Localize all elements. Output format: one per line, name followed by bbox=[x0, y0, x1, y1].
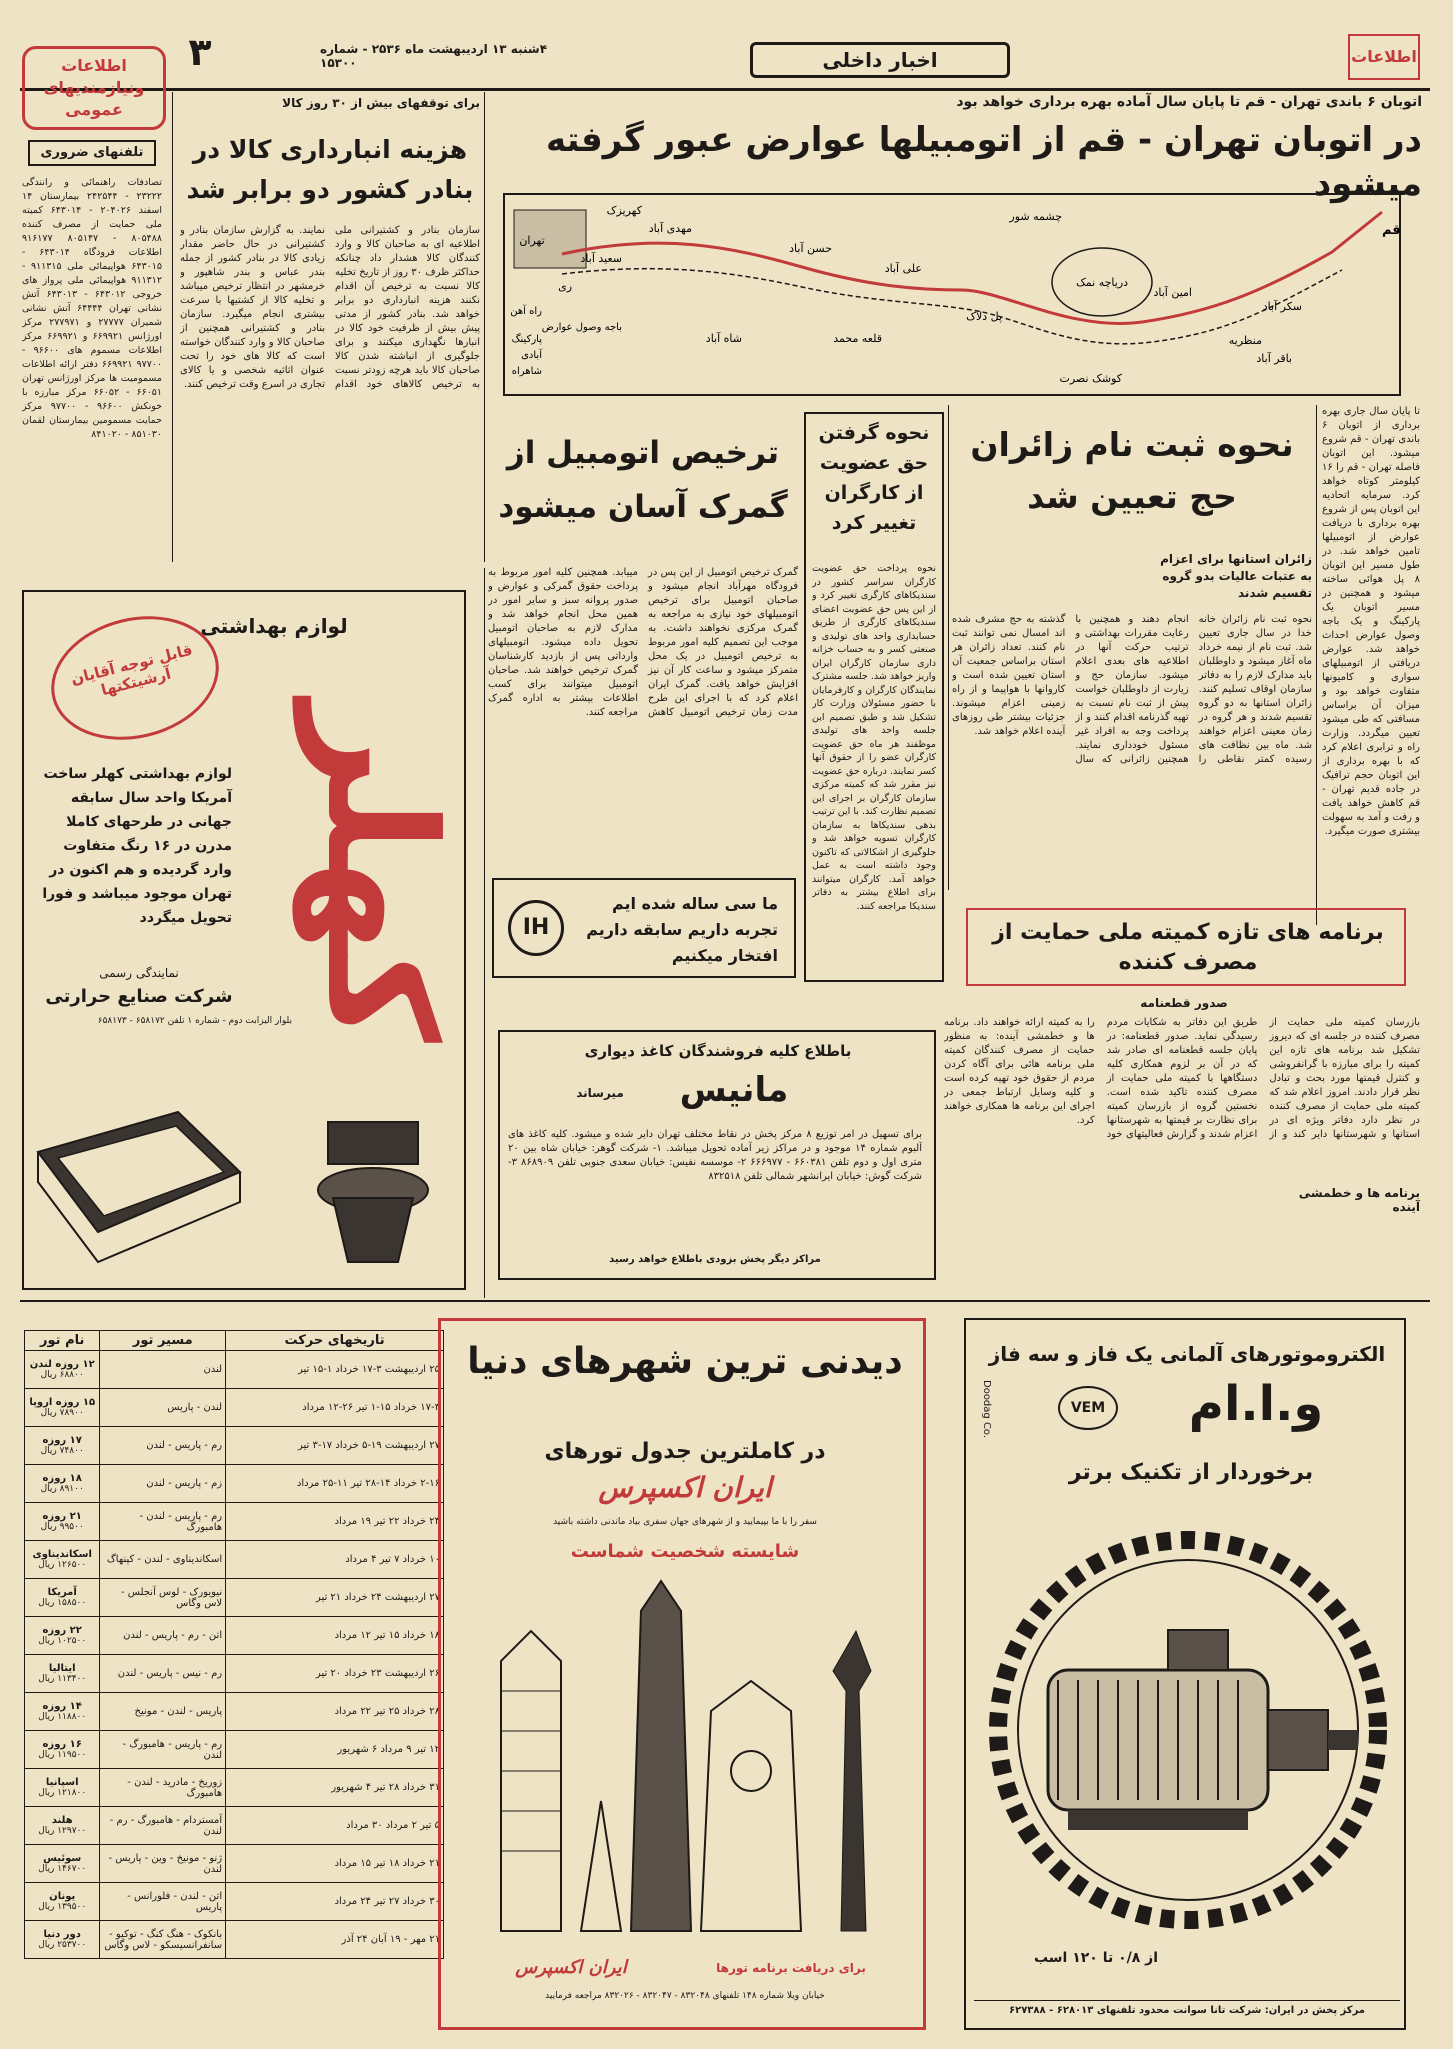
table-row bbox=[25, 1541, 444, 1579]
tour-dates: ۳۰ خرداد ۲۷ تیر ۲۴ مرداد bbox=[226, 1883, 444, 1921]
table-row bbox=[25, 1579, 444, 1617]
tour-name-cell bbox=[25, 1427, 100, 1465]
table-row bbox=[25, 1883, 444, 1921]
hajj-body: نحوه ثبت نام زائران خانه خدا در سال جاری تعیین شد. ثبت نام از نیمه خرداد ماه آغاز میشود و داوطلبان باید مدارک لازم را به دفاتر سازمان اوقاف تسلیم کنند. زائران استانها به دو گروه تقسیم شدند و هر گروه در زمان معینی اعزام خواهند شد. ماه بین نظافت های رسیده کمتر نقاطی را انجام دهند و همچنین با رعایت مقررات بهداشتی و ترتیب حرکت آنها در اطلاعیه های بعدی اعلام میشود. سازمان حج و زیارت از داوطلبان خواست پیش از ثبت نام نسبت به تهیه گذرنامه اقدام کنند و از پرداخت وجه به افراد غیر مسئول خودداری نمایند. همچنین زائرانی که سال گذشته به حج مشرف شده اند امسال نمی توانند ثبت نام کنند. تعداد زائران هر استان براساس جمعیت آن استان تعیین شده است و کاروانها با هواپیما و از راه زمینی اعزام میشوند. جزئیات بیشتر طی روزهای آینده اعلام خواهد شد. bbox=[952, 614, 1312, 765]
tour-name-cell bbox=[25, 1655, 100, 1693]
consumer-sub-b: برنامه ها و خطمشی آینده bbox=[1298, 1186, 1420, 1214]
ie-small: سفر را با ما بپیمایید و از شهرهای جهان سفری بیاد ماندنی داشته باشید bbox=[553, 1517, 817, 1527]
kahler-top: لوازم بهداشتی bbox=[200, 614, 348, 638]
map-label: پل دلاک bbox=[966, 310, 1002, 323]
tour-name: ۱۵ روزه اروپا bbox=[29, 1397, 96, 1408]
tour-dates: ۲۶ اردیبهشت ۲۳ خرداد ۲۰ تیر bbox=[226, 1655, 444, 1693]
tour-dates: ۵ تیر ۲ مرداد ۳۰ مرداد bbox=[226, 1807, 444, 1845]
ie-address: خیابان ویلا شماره ۱۴۸ تلفنهای ۸۳۲۰۴۸ - ۸۳۲۰۴۷ - ۸۳۲۰۲۶ مراجعه فرمایید bbox=[545, 1991, 825, 2001]
map-label: کوشک نصرت bbox=[1059, 372, 1122, 385]
tour-name: ۲۲ روزه bbox=[42, 1625, 82, 1636]
tour-name: اسپانیا bbox=[45, 1777, 79, 1788]
manis-footer: مراکز دیگر پخش بزودی باطلاع خواهد رسید bbox=[609, 1254, 821, 1265]
tour-route: نیویورک - لوس آنجلس - لاس وگاس bbox=[100, 1579, 226, 1617]
tour-route: رم - پاریس - لندن bbox=[100, 1427, 226, 1465]
vem-ad bbox=[964, 1318, 1406, 2030]
kahler-body: لوازم بهداشتی کهلر ساخت آمریکا واحد سال سابقه جهانی در طرحهای کاملا مدرن در ۱۶ رنگ متفاوت وارد گردیده و هم اکنون در تهران موجود میباشد و فورا تحویل میگردد bbox=[42, 766, 232, 926]
tour-price: ۲۵۳۷۰۰ ریال bbox=[38, 1940, 87, 1950]
manis-brand: مانیس bbox=[679, 1070, 789, 1110]
tour-route: رم - نیس - پاریس - لندن bbox=[100, 1655, 226, 1693]
phones-body: تصادفات راهنمائی و رانندگی ۲۳۲۲۲ - ۲۴۲۵۴۴ بیمارستان ۱۴ اسفند ۲۰۴۰۲۶ - ۶۴۳۰۱۴ کمیته ملی حمایت از مصرف کننده ۸۰۵۴۸۸ - ۸۰۵۱۴۷ ۹۱۶۱۷۷ اطلاعات فرودگاه ۶۴۳۰۱۴ - ۶۴۳۰۱۵ هواپیمائی ملی ۹۱۱۳۱۵ - ۹۱۱۳۱۲ هواپیمائی ملی پرواز های خروجی ۶۴۳۰۱۲ - ۶۴۳۰۱۳ آتش نشانی تهران ۶۴۴۴۴ آتش نشانی شمیران ۲۷۷۷۷ و ۲۷۷۹۷۱ مرکز اورژانس ۶۶۹۹۲۱ و ۶۶۹۹۲۱ مرکز اطلاعات مسموم های ۹۶۶۰۰ - ۹۷۷۰۰ ۶۶۹۹۲۱ دفتر ارائه اطلاعات مسمومیت ها مرکز اورژانس تهران ۶۶۰۵۱ - ۶۶۰۵۲ مرکز مبارزه با خونکش ۹۶۶۰۰ - ۹۷۷۰۰ مرکز حمایت مسمومین بیمارستان لقمان ۸۵۱۰۳۰ - ۸۴۱۰۲۰ bbox=[22, 177, 162, 440]
table-row bbox=[25, 1693, 444, 1731]
vem-footer: مرکز پخش در ایران: شرکت تانا سوانت محدود تلفنهای ۶۲۸۰۱۳ - ۶۲۷۳۸۸ bbox=[974, 2000, 1400, 2016]
map-legend-text: باجه وصول عوارض bbox=[541, 322, 622, 333]
tour-dates: ۲۱ خرداد ۱۸ تیر ۱۵ مرداد bbox=[226, 1845, 444, 1883]
kahler-ad bbox=[22, 590, 466, 1290]
table-row bbox=[25, 1921, 444, 1959]
ie-bottom-brand: ایران اکسپرس bbox=[515, 1957, 627, 1978]
storage-kicker: برای توقفهای بیش از ۳۰ روز کالا bbox=[282, 96, 480, 110]
tour-name-cell bbox=[25, 1731, 100, 1769]
tour-name-cell bbox=[25, 1465, 100, 1503]
table-row bbox=[25, 1617, 444, 1655]
tour-name-cell bbox=[25, 1921, 100, 1959]
vem-subhead: برخوردار از تکنیک برتر bbox=[1068, 1460, 1314, 1485]
tour-name-cell bbox=[25, 1541, 100, 1579]
map-label: باقر آباد bbox=[1256, 352, 1292, 365]
masthead bbox=[170, 30, 1420, 92]
map-old-road bbox=[562, 269, 1342, 344]
map-label: حسن آباد bbox=[789, 242, 832, 255]
tour-route: اتن - لندن - فلورانس - پاریس bbox=[100, 1883, 226, 1921]
tour-name: ایتالیا bbox=[48, 1663, 76, 1674]
kahler-badge: قابل توجه آقایان آرشیتکتها bbox=[38, 599, 232, 757]
vem-logo: VEM bbox=[1058, 1386, 1118, 1430]
kahler-address: بلوار الیزابت دوم - شماره ۱ تلفن ۶۵۸۱۷۲ - ۶۵۸۱۷۳ bbox=[97, 1016, 292, 1026]
tour-price: ۱۰۲۵۰۰ ریال bbox=[38, 1636, 87, 1646]
tour-name-cell bbox=[25, 1579, 100, 1617]
col-header: مسیر تور bbox=[100, 1331, 226, 1351]
tour-name-cell bbox=[25, 1769, 100, 1807]
kahler-rep-name: شرکت صنایع حرارتی bbox=[45, 986, 233, 1007]
ie-bottom-note: برای دریافت برنامه تورها bbox=[716, 1961, 866, 1975]
tour-dates: ۲-۱۶ خرداد ۱۴-۲۸ تیر ۱۱-۲۵ مرداد bbox=[226, 1465, 444, 1503]
tours-table-wrap bbox=[24, 1330, 444, 2020]
map-label: علی آباد bbox=[884, 262, 922, 275]
tour-name: هلند bbox=[51, 1815, 73, 1826]
tour-dates: ۲۱ مهر - ۱۹ آبان ۲۴ آذر bbox=[226, 1921, 444, 1959]
map-legend-text: پارکینگ bbox=[511, 334, 542, 345]
map-label: مهدی آباد bbox=[648, 222, 692, 235]
hajj-headline: نحوه ثبت نام زائران حج تعیین شد bbox=[970, 425, 1294, 516]
tour-name-cell bbox=[25, 1845, 100, 1883]
tour-price: ۶۸۸۰۰ ریال bbox=[40, 1370, 84, 1380]
section-title: اخبار داخلی bbox=[750, 42, 1010, 78]
customs-headline: ترخیص اتومبیل از گمرک آسان میشود bbox=[498, 435, 788, 525]
tour-route: زم - پاریس - لندن bbox=[100, 1465, 226, 1503]
tour-price: ۹۹۵۰۰ ریال bbox=[40, 1522, 84, 1532]
tour-name: ۱۴ روزه bbox=[42, 1701, 82, 1712]
tour-name-cell bbox=[25, 1503, 100, 1541]
ih-line3: افتخار میکنیم bbox=[671, 946, 778, 965]
tour-name: ۱۲ روزه لندن bbox=[29, 1359, 95, 1370]
tour-price: ۱۴۶۷۰۰ ریال bbox=[38, 1864, 87, 1874]
map-label: قلعه محمد bbox=[833, 332, 882, 345]
motor-illustration bbox=[988, 1520, 1388, 1940]
landmarks-illustration bbox=[461, 1571, 909, 1941]
tour-price: ۱۱۳۴۰۰ ریال bbox=[38, 1674, 87, 1684]
tour-price: ۷۴۸۰۰ ریال bbox=[40, 1446, 84, 1456]
tour-route: لندن - پاریس bbox=[100, 1389, 226, 1427]
tour-name-cell bbox=[25, 1693, 100, 1731]
tour-price: ۱۲۹۷۰۰ ریال bbox=[38, 1826, 87, 1836]
hajj-subhead: زائران استانها برای اعزام به عتبات عالیات بدو گروه تقسیم شدند bbox=[1160, 552, 1312, 600]
vem-brand: و.ا.ام bbox=[1188, 1376, 1324, 1432]
bottom-rule bbox=[20, 1300, 1430, 1302]
ih-line2: تجربه داریم سابقه داریم bbox=[586, 920, 778, 939]
col-rule-highway bbox=[1316, 405, 1317, 925]
tour-name-cell bbox=[25, 1883, 100, 1921]
tour-route: ژنو - مونیخ - وین - پاریس - لندن bbox=[100, 1845, 226, 1883]
table-row bbox=[25, 1731, 444, 1769]
tour-price: ۱۵۸۵۰۰ ریال bbox=[38, 1598, 87, 1608]
page-number: ۳ bbox=[188, 30, 212, 74]
tour-dates: ۲۷ اردیبهشت ۱۹-۵ خرداد ۱۷-۳ تیر bbox=[226, 1427, 444, 1465]
toilet-illustration bbox=[298, 1112, 448, 1272]
tour-dates: ۱۰ خرداد ۷ تیر ۴ مرداد bbox=[226, 1541, 444, 1579]
table-row bbox=[25, 1845, 444, 1883]
highway-body: تا پایان سال جاری بهره برداری از اتوبان ۶ باندی تهران - قم شروع میشود. این اتوبان فاصله تهران - قم را ۱۶ کیلومتر کوتاه خواهد کرد. سرمایه اتحادیه این اتوبان پس از شروع بهره برداری با دریافت عوارض از اتومبیلها تامین خواهد شد. در طول مسیر این اتوبان ۸ پل هوائی ساخته میشود و همچنین در مسیر اتوبان یک پارکینگ و یک باجه وصول عوارض احداث خواهد شد. عوارض دریافتی از اتومبیلهای سواری و کامیونها متفاوت خواهد بود و میزان آن براساس مسافتی که طی میشود تعیین میگردد. وزارت راه و ترابری اعلام کرد که با بهره برداری از این اتوبان حجم ترافیک در جاده قدیم تهران - قم کاهش خواهد یافت و رفت و آمد به سهولت بیشتری صورت میگیرد. bbox=[1322, 406, 1420, 837]
iranexpress-ad bbox=[438, 1318, 926, 2030]
consumer-sub-a: صدور قطعنامه bbox=[1140, 996, 1228, 1010]
map-legend-text: راه آهن bbox=[510, 306, 542, 317]
tour-name: آمریکا bbox=[47, 1587, 77, 1598]
tour-name: اسکاندیناوی bbox=[32, 1549, 92, 1560]
tour-route: آمستردام - هامبورگ - رم - لندن bbox=[100, 1807, 226, 1845]
tour-route: اتن - رم - پاریس - لندن bbox=[100, 1617, 226, 1655]
consumer-headline-box bbox=[966, 908, 1406, 986]
table-row bbox=[25, 1351, 444, 1389]
ih-ad bbox=[492, 878, 796, 978]
map-label: تهران bbox=[519, 234, 545, 247]
tour-name: ۱۷ روزه bbox=[42, 1435, 82, 1446]
ie-headline: دیدنی ترین شهرهای دنیا bbox=[467, 1341, 903, 1382]
tour-dates: ۲۷ اردیبهشت ۲۴ خرداد ۲۱ تیر bbox=[226, 1579, 444, 1617]
table-row bbox=[25, 1503, 444, 1541]
membership-article bbox=[804, 412, 944, 982]
masthead-rule bbox=[20, 88, 1430, 91]
ih-logo: IH bbox=[508, 900, 564, 956]
ie-tagline: شایسته شخصیت شماست bbox=[570, 1541, 800, 1562]
table-row bbox=[25, 1807, 444, 1845]
table-row bbox=[25, 1389, 444, 1427]
tour-dates: ۱۷-۳ خرداد ۱۵-۱ تیر ۲۶-۱۲ مرداد bbox=[226, 1389, 444, 1427]
manis-verb: میرساند bbox=[576, 1086, 624, 1100]
vem-vertical: Doodag Co. bbox=[981, 1380, 992, 1439]
classifieds-logo: اطلاعات ونیازمندیهای عمومی bbox=[22, 46, 166, 130]
tour-price: ۱۲۱۸۰۰ ریال bbox=[38, 1788, 87, 1798]
col-rule-left bbox=[172, 92, 173, 562]
map-label: سعید آباد bbox=[580, 252, 622, 265]
date-line: ۴شنبه ۱۳ اردیبهشت ماه ۲۵۳۶ - شماره ۱۵۳۰۰ bbox=[320, 42, 548, 70]
phones-panel bbox=[22, 140, 162, 560]
membership-headline: نحوه گرفتن حق عضویت از کارگران تغییر کرد bbox=[818, 422, 930, 534]
hajj-article bbox=[952, 405, 1312, 890]
manis-body: برای تسهیل در امر توزیع ۸ مرکز پخش در نقاط مختلف تهران دایر شده و میشود. کلیه کاغذ های آلبوم شماره ۱۴ موجود و در مراکز زیر آماده تحویل میباشد. ۱- شرکت گوهر: خیابان شاه بین ۲۰ متری اول و دوم تلفن ۶۶۰۳۸۱ - ۶۶۶۹۷۷ ۲- موسسه نفیس: خیابان سعدی جنوبی تلفن ۸۶۸۹۰۹ ۳- شرکت گوش: خیابان ایرانشهر شمالی تلفن ۸۳۲۵۱۸ bbox=[508, 1129, 922, 1182]
kahler-brand: کهلر bbox=[293, 701, 467, 1043]
storage-article bbox=[180, 96, 480, 566]
map-label: شاه آباد bbox=[705, 332, 742, 345]
tour-name: ۲۱ روزه bbox=[42, 1511, 82, 1522]
customs-body: گمرک ترخیص اتومبیل از این پس در فرودگاه مهرآباد انجام میشود و صاحبان اتومبیل برای ترخیص اتومبیلهای خود نیازی به مراجعه به گمرک مرکزی نخواهند داشت. به موجب این تصمیم کلیه امور مربوط به ترخیص اتومبیل در یک محل متمرکز میشود و ساعت کار آن نیز افزایش خواهد یافت. گمرک ایران اعلام کرد که با اجرای این طرح مدت زمان ترخیص اتومبیل کاهش مییابد. همچنین کلیه امور مربوط به پرداخت حقوق گمرکی و عوارض و صدور پروانه سبز و سایر امور در همین محل انجام خواهد شد و مدارک لازم به صاحبان اتومبیل تحویل داده میشود. اتومبیلهای وارداتی پس از بازدید کارشناسان گمرک ترخیص خواهند شد. صاحبان اتومبیل میتوانند برای کسب اطلاعات بیشتر به اداره گمرک مراجعه کنند. bbox=[488, 567, 798, 718]
tour-price: ۱۲۶۵۰۰ ریال bbox=[38, 1560, 87, 1570]
tour-dates: ۱۲ تیر ۹ مرداد ۶ شهریور bbox=[226, 1731, 444, 1769]
tour-route: رم - پاریس - لندن - هامبورگ bbox=[100, 1503, 226, 1541]
map-label: امین آباد bbox=[1153, 286, 1192, 299]
tour-name: سوئیس bbox=[43, 1853, 82, 1864]
tour-name-cell bbox=[25, 1617, 100, 1655]
map-legend-text: آبادی bbox=[521, 350, 542, 361]
vem-headline: الکتروموتورهای آلمانی یک فاز و سه فاز bbox=[988, 1342, 1386, 1366]
tour-route: اسکاندیناوی - لندن - کپنهاگ bbox=[100, 1541, 226, 1579]
map-label: چشمه شور bbox=[1009, 210, 1062, 223]
manis-line1: باطلاع کلیه فروشندگان کاغذ دیواری bbox=[584, 1042, 852, 1060]
tour-price: ۷۸۹۰۰ ریال bbox=[40, 1408, 84, 1418]
tour-dates: ۱۸ خرداد ۱۵ تیر ۱۲ مرداد bbox=[226, 1617, 444, 1655]
highway-kicker: اتوبان ۶ باندی تهران - قم تا پایان سال آماده بهره برداری خواهد بود bbox=[956, 94, 1422, 110]
section-logo: اطلاعات bbox=[1348, 34, 1420, 80]
consumer-body: بازرسان کمیته ملی حمایت از مصرف کننده در جلسه ای که دیروز تشکیل شد برنامه های تازه این کمیته را برای مبارزه با گرانفروشی و کنترل قیمتها مورد بحث و تبادل نظر قرار دادند. امروز اعلام شد که کمیته ملی حمایت از مصرف کننده در نظر دارد دفاتر ویژه ای در استانها و شهرستانها دایر کند و از طریق این دفاتر به شکایات مردم رسیدگی نماید. صدور قطعنامه: در پایان جلسه قطعنامه ای صادر شد که در آن بر لزوم همکاری کلیه دستگاهها با کمیته ملی حمایت از مصرف کننده تاکید شده است. نخستین گروه از بازرسان کمیته برای نظارت بر قیمتها به شهرستانها اعزام شدند و گزارش فعالیتهای خود را به کمیته ارائه خواهند داد. برنامه ها و خطمشی آینده: به منظور حمایت از مصرف کنندگان کمیته ملی برنامه هائی برای آگاه کردن مردم از حقوق خود تهیه کرده است و کلیه وسایل ارتباط جمعی در اجرای این برنامه ها همکاری خواهند کرد. bbox=[944, 1017, 1420, 1140]
map-label: سکر آباد bbox=[1262, 300, 1302, 313]
ie-subhead: در کاملترین جدول تورهای bbox=[544, 1439, 826, 1464]
tour-name-cell bbox=[25, 1807, 100, 1845]
customs-article bbox=[488, 412, 798, 872]
map-label: قم bbox=[1382, 223, 1401, 238]
tour-name: یونان bbox=[49, 1891, 76, 1902]
col-header: نام تور bbox=[25, 1331, 100, 1351]
tour-name-cell bbox=[25, 1389, 100, 1427]
bathtub-illustration bbox=[28, 1092, 248, 1272]
ie-brand: ایران اکسپرس bbox=[598, 1471, 772, 1504]
tour-route: رم - پاریس - هامبورگ - لندن bbox=[100, 1731, 226, 1769]
col-rule-hajj bbox=[948, 405, 949, 890]
tour-dates: ۲۵ اردیبهشت ۳-۱۷ خرداد ۱-۱۵ تیر bbox=[226, 1351, 444, 1389]
phones-title: تلفنهای ضروری bbox=[28, 140, 156, 166]
map-label: ری bbox=[558, 280, 572, 293]
tour-dates: ۳۱ خرداد ۲۸ تیر ۴ شهریور bbox=[226, 1769, 444, 1807]
tour-route: بانکوک - هنگ کنگ - توکیو - سانفرانسیسکو - لاس وگاس bbox=[100, 1921, 226, 1959]
vem-range: از ۰/۸ تا ۱۲۰ اسب bbox=[1033, 1950, 1159, 1966]
tour-name-cell bbox=[25, 1351, 100, 1389]
tour-dates: ۲۴ خرداد ۲۲ تیر ۱۹ مرداد bbox=[226, 1503, 444, 1541]
table-row bbox=[25, 1655, 444, 1693]
tour-route: لندن bbox=[100, 1351, 226, 1389]
consumer-headline: برنامه های تازه کمیته ملی حمایت از مصرف کننده bbox=[992, 920, 1384, 975]
map-label: دریاچه نمک bbox=[1075, 276, 1129, 289]
tour-price: ۱۱۹۵۰۰ ریال bbox=[38, 1750, 87, 1760]
consumer-body-wrap bbox=[944, 996, 1420, 1286]
manis-ad bbox=[498, 1030, 936, 1280]
col-rule-storage bbox=[484, 92, 485, 562]
map-legend-text: شاهراه bbox=[511, 366, 542, 377]
tour-name: ۱۶ روزه bbox=[42, 1739, 82, 1750]
tour-dates: ۲۸ خرداد ۲۵ تیر ۲۲ مرداد bbox=[226, 1693, 444, 1731]
tour-price: ۸۹۱۰۰ ریال bbox=[40, 1484, 84, 1494]
membership-body: نحوه پرداخت حق عضویت کارگران سراسر کشور در سندیکاهای کارگری تغییر کرد و از این پس حق عضویت اعضای سندیکاهای کارگری از طریق حسابداری واحد های تولیدی و صنعتی کسر و به حساب خزانه داری سازمان کارگران ایران واریز خواهد شد. جلسه مشترک نمایندگان کارگران و کارفرمایان با حضور مسئولان وزارت کار تشکیل شد و طبق تصمیم این جلسه واحد های تولیدی موظفند هر ماه حق عضویت کارگران عضو را از حقوق آنها کسر نمایند. درباره حق عضویت نیز مقرر شد که کمیته مرکزی سازمان کارگران بر اجرای این تصمیم نظارت کند. با این ترتیب بدهی سندیکاها به سازمان کارگران تسویه خواهد شد و جلوگیری از اشکالاتی که تاکنون وجود داشته است به عمل خواهد آمد. کارگران میتوانند برای اطلاع بیشتر به دفاتر سندیکا مراجعه کنند. bbox=[812, 563, 936, 912]
col-rule-customs bbox=[484, 568, 485, 1298]
map-label: کهریزک bbox=[606, 204, 642, 217]
tour-route: پاریس - لندن - مونیخ bbox=[100, 1693, 226, 1731]
highway-headline: در اتوبان تهران - قم از اتومبیلها عوارض عبور گرفته میشود bbox=[546, 120, 1422, 204]
tour-price: ۱۳۹۵۰۰ ریال bbox=[38, 1902, 87, 1912]
ih-line1: ما سی ساله شده ایم bbox=[611, 894, 778, 913]
col-header: تاریخهای حرکت bbox=[226, 1331, 444, 1351]
tour-price: ۱۱۸۸۰۰ ریال bbox=[38, 1712, 87, 1722]
storage-headline: هزینه انبارداری کالا در بنادر کشور دو برابر شد bbox=[186, 135, 474, 204]
tour-name: ۱۸ روزه bbox=[42, 1473, 82, 1484]
tour-route: زوریخ - مادرید - لندن - هامبورگ bbox=[100, 1769, 226, 1807]
tours-table bbox=[24, 1330, 444, 1959]
kahler-rep-label: نمایندگی رسمی bbox=[99, 966, 179, 980]
table-row bbox=[25, 1427, 444, 1465]
highway-map bbox=[502, 192, 1402, 397]
table-row bbox=[25, 1465, 444, 1503]
table-row bbox=[25, 1769, 444, 1807]
storage-body: سازمان بنادر و کشتیرانی ملی اطلاعیه ای به صاحبان کالا و وارد کنندگان کالا هشدار داد چنانکه حداکثر ظرف ۳۰ روز از تاریخ تخلیه کالا نسبت به ترخیص آن اقدام نکنند هزینه انبارداری دو برابر خواهد شد. بنادر کشور از مدتی پیش بیش از ظرفیت خود کالا در انبارها نگهداری میکنند و برای جلوگیری از انباشته شدن کالا صاحبان کالا باید هرچه زودتر نسبت به ترخیص کالاهای خود اقدام نمایند. به گزارش سازمان بنادر و کشتیرانی در حال حاضر مقدار زیادی کالا در بنادر کشور از جمله بندر عباس و بندر شاهپور و خرمشهر در انتظار ترخیص میباشد و تخلیه کالا از کشتیها با سرعت بیشتری انجام میگیرد. سازمان بنادر و کشتیرانی همچنین از صاحبان کالا و وارد کنندگان خواسته است که کالا های خود را تحت عنوان اثاثیه شخصی و یا کالای تجاری در اسرع وقت ترخیص کنند. bbox=[180, 225, 480, 390]
tour-name: دور دنیا bbox=[43, 1929, 81, 1940]
tours-header-row bbox=[25, 1331, 444, 1351]
map-label: منظریه bbox=[1228, 334, 1262, 347]
